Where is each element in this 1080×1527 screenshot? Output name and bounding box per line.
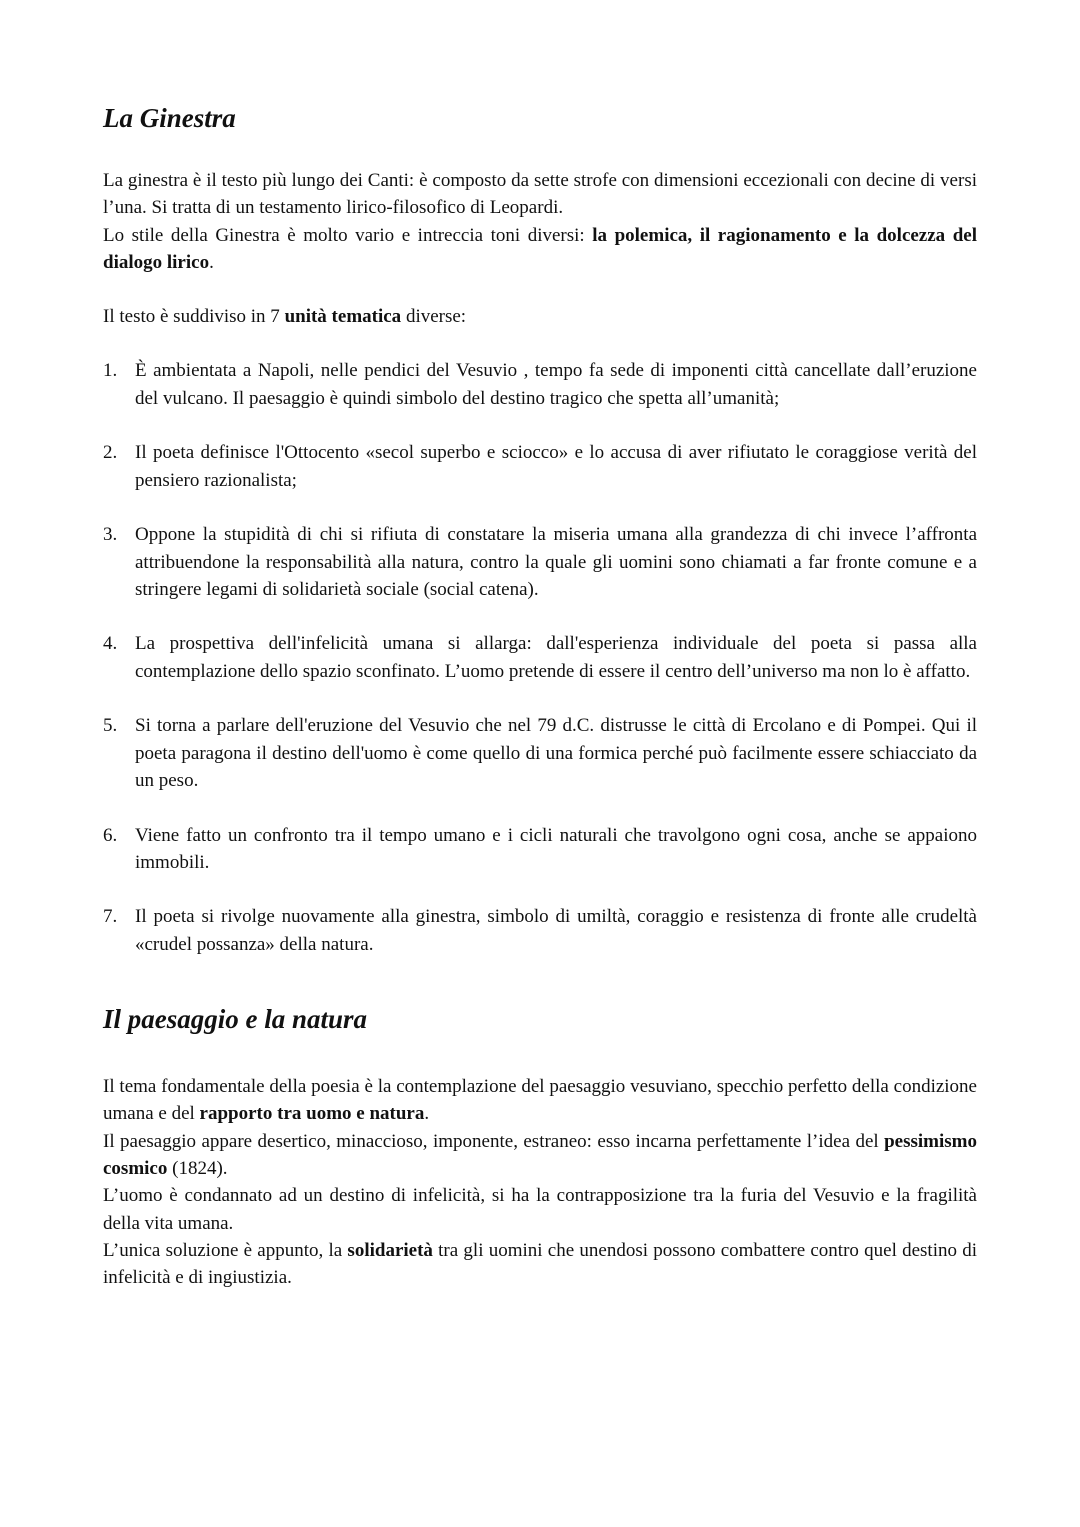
text-run: L’unica soluzione è appunto, la — [103, 1239, 348, 1261]
list-number: 6. — [103, 824, 118, 846]
list-number: 4. — [103, 633, 118, 655]
paragraph — [103, 1073, 977, 1128]
list-number: 5. — [103, 715, 118, 737]
list-item — [103, 357, 977, 412]
list-item-text: È ambientata a Napoli, nelle pendici del Vesuvio , tempo fa sede di imponenti città cancellate dall’eruzione del vulcano. Il paesaggio è quindi simbolo del destino tragico che spetta all’umanità; — [135, 360, 977, 409]
list-item-text: Si torna a parlare dell'eruzione del Vesuvio che nel 79 d.C. distrusse le città di Ercolano e di Pompei. Qui il poeta paragona il destino dell'uomo è come quello di una formica perché può facilmente essere schiacciato da un peso. — [135, 715, 977, 791]
paragraph — [103, 1128, 977, 1183]
bold-text: unità tematica — [284, 306, 402, 328]
bold-text: rapporto tra uomo e natura — [199, 1103, 425, 1125]
list-item — [103, 521, 977, 603]
list-item-text: Il poeta definisce l'Ottocento «secol superbo e sciocco» e lo accusa di aver rifiutato le coraggiose verità del pensiero razionalista; — [135, 442, 977, 491]
text-run: Lo stile della Ginestra è molto vario e intreccia toni diversi: — [103, 224, 593, 246]
list-item-text: La prospettiva dell'infelicità umana si allarga: dall'esperienza individuale del poeta si passa alla contemplazione dello spazio sconfinato. L’uomo pretende di essere il centro dell’universo ma non lo è affatto. — [135, 633, 977, 682]
text-run: Il tema fondamentale della poesia è la contemplazione del paesaggio vesuviano, specchio perfetto della condizione umana e del — [103, 1076, 977, 1125]
list-item-text: Il poeta si rivolge nuovamente alla ginestra, simbolo di umiltà, coraggio e resistenza di fronte alle crudeltà «crudel possanza» della natura. — [135, 906, 977, 955]
list-number: 2. — [103, 442, 118, 464]
text-run: Il paesaggio appare desertico, minaccioso, imponente, estraneo: esso incarna perfettamente l’idea del — [103, 1130, 885, 1152]
landscape-paragraphs — [103, 1073, 977, 1291]
list-number: 3. — [103, 524, 118, 546]
list-intro — [103, 303, 977, 330]
intro-paragraphs — [103, 167, 977, 276]
thematic-units-list — [103, 357, 977, 958]
list-number: 1. — [103, 360, 118, 382]
bold-text: la polemica, il ragionamento e la dolcezza del dialogo lirico — [103, 224, 977, 273]
text-run: . — [424, 1103, 430, 1125]
text-run: . — [209, 251, 214, 273]
text-run: (1824). — [167, 1157, 228, 1179]
bold-text: pessimismo cosmico — [103, 1130, 977, 1179]
paragraph — [103, 1237, 977, 1292]
list-item-text: Oppone la stupidità di chi si rifiuta di constatare la miseria umana alla grandezza di chi invece l’affronta attribuendone la responsabilità alla natura, contro la quale gli uomini sono chiamati a far fronte comune e a stringere legami di solidarietà sociale (social catena). — [135, 524, 977, 600]
list-item — [103, 822, 977, 877]
list-item — [103, 439, 977, 494]
list-number: 7. — [103, 906, 118, 928]
section-title: La Ginestra — [103, 103, 236, 133]
section-title: Il paesaggio e la natura — [103, 1004, 368, 1035]
text-run: Il testo è suddiviso in 7 — [103, 306, 285, 328]
document-page — [103, 102, 977, 1291]
bold-text: solidarietà — [347, 1239, 433, 1261]
paragraph — [103, 167, 977, 222]
text-run: L’uomo è condannato ad un destino di infelicità, si ha la contrapposizione tra la furia del Vesuvio e la fragilità della vita umana. — [103, 1185, 977, 1234]
paragraph — [103, 222, 977, 277]
list-item-text: Viene fatto un confronto tra il tempo umano e i cicli naturali che travolgono ogni cosa, anche se appaiono immobili. — [135, 824, 977, 873]
text-run: La ginestra è il testo più lungo dei Canti: è composto da sette strofe con dimensioni eccezionali con decine di versi l’una. Si tratta di un testamento lirico-filosofico di Leopardi. — [103, 170, 977, 219]
paragraph — [103, 1182, 977, 1237]
list-item — [103, 630, 977, 685]
text-run: tra gli uomini che unendosi possono combattere contro quel destino di infelicità e di ingiustizia. — [103, 1239, 977, 1289]
text-run: diverse: — [401, 306, 467, 328]
list-item — [103, 903, 977, 958]
list-item — [103, 712, 977, 794]
